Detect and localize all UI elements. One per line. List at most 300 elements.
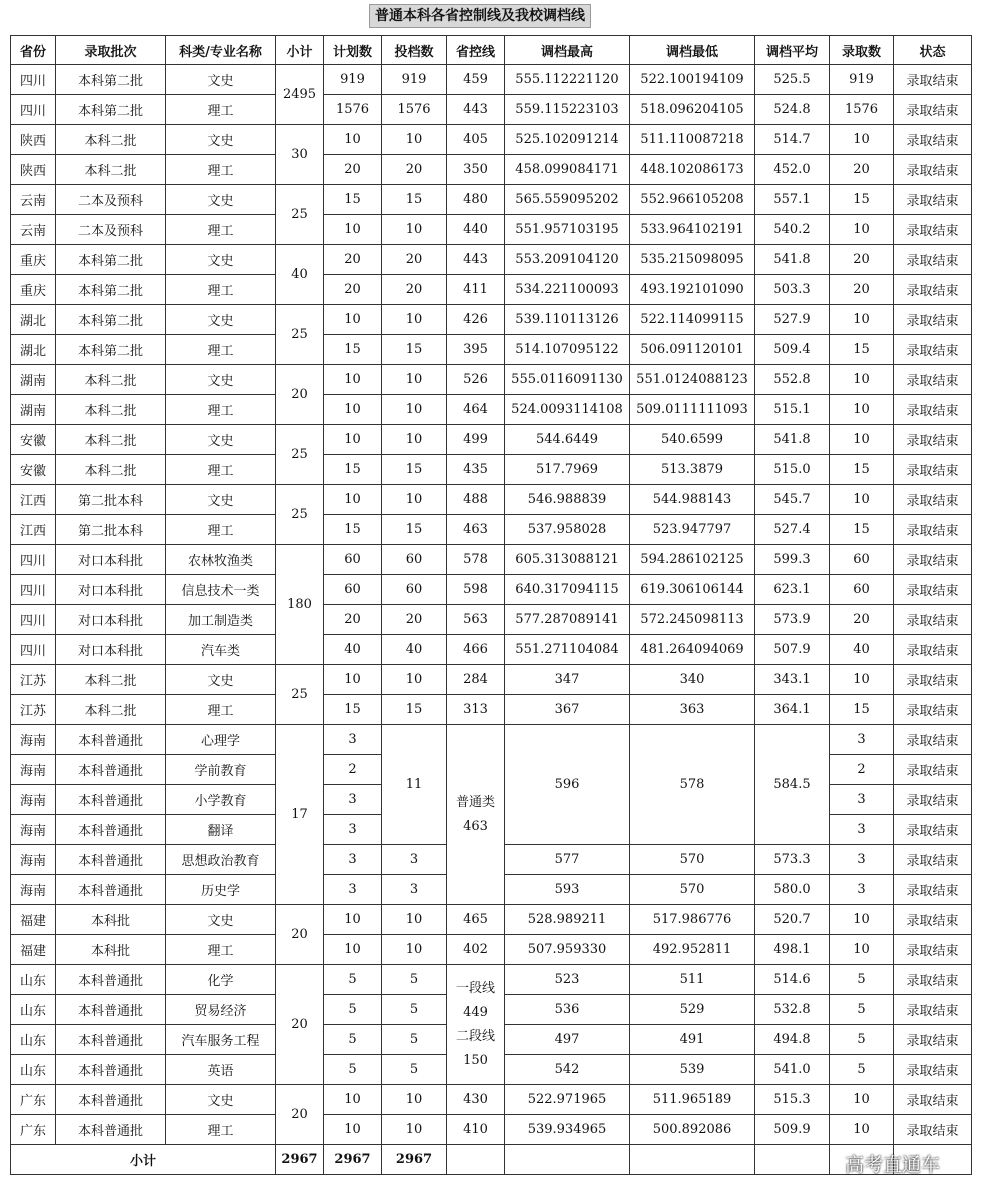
- subtotal-cell: 25: [276, 485, 324, 545]
- table-row: [11, 245, 972, 275]
- high-cell: 367: [505, 695, 630, 725]
- plan-cell: 5: [324, 965, 382, 995]
- high-cell: 517.7969: [505, 455, 630, 485]
- status-cell: 录取结束: [894, 275, 972, 305]
- batch-cell: 本科普通批: [56, 845, 166, 875]
- tou-cell: 10: [382, 905, 447, 935]
- plan-cell: 20: [324, 245, 382, 275]
- header-high: 调档最高: [505, 36, 630, 65]
- lu-cell: 5: [830, 995, 894, 1025]
- low-cell: 518.096204105: [630, 95, 755, 125]
- page-title: 普通本科各省控制线及我校调档线: [369, 4, 591, 28]
- major-cell: 文史: [166, 305, 276, 335]
- shengkong-cell: 443: [447, 245, 505, 275]
- tou-cell: 20: [382, 245, 447, 275]
- status-cell: 录取结束: [894, 935, 972, 965]
- plan-cell: 3: [324, 875, 382, 905]
- status-cell: 录取结束: [894, 785, 972, 815]
- high-cell: 596: [505, 725, 630, 845]
- tou-cell: 15: [382, 455, 447, 485]
- subtotal-cell: 25: [276, 305, 324, 365]
- high-cell: 577.287089141: [505, 605, 630, 635]
- high-cell: 551.957103195: [505, 215, 630, 245]
- shengkong-cell: 410: [447, 1115, 505, 1145]
- low-cell: 522.100194109: [630, 65, 755, 95]
- high-cell: 514.107095122: [505, 335, 630, 365]
- plan-cell: 10: [324, 485, 382, 515]
- low-cell: 493.192101090: [630, 275, 755, 305]
- high-cell: 522.971965: [505, 1085, 630, 1115]
- tou-cell: 20: [382, 155, 447, 185]
- low-cell: 492.952811: [630, 935, 755, 965]
- province-cell: 陕西: [11, 155, 56, 185]
- major-cell: 文史: [166, 665, 276, 695]
- plan-cell: 20: [324, 605, 382, 635]
- shengkong-cell: 284: [447, 665, 505, 695]
- major-cell: 理工: [166, 935, 276, 965]
- batch-cell: 本科普通批: [56, 1025, 166, 1055]
- subtotal-cell: 2495: [276, 65, 324, 125]
- batch-cell: 本科第二批: [56, 275, 166, 305]
- low-cell: 551.0124088123: [630, 365, 755, 395]
- major-cell: 翻译: [166, 815, 276, 845]
- batch-cell: 本科普通批: [56, 785, 166, 815]
- plan-cell: 10: [324, 1085, 382, 1115]
- total-label: 小计: [11, 1145, 276, 1175]
- province-cell: 山东: [11, 965, 56, 995]
- major-cell: 理工: [166, 1115, 276, 1145]
- plan-cell: 5: [324, 995, 382, 1025]
- low-cell: 539: [630, 1055, 755, 1085]
- province-cell: 江西: [11, 485, 56, 515]
- province-cell: 安徽: [11, 455, 56, 485]
- low-cell: 481.264094069: [630, 635, 755, 665]
- tou-cell: 60: [382, 545, 447, 575]
- low-cell: 535.215098095: [630, 245, 755, 275]
- low-cell: 448.102086173: [630, 155, 755, 185]
- low-cell: 570: [630, 845, 755, 875]
- high-cell: 525.102091214: [505, 125, 630, 155]
- avg-cell: 520.7: [755, 905, 830, 935]
- avg-cell: 580.0: [755, 875, 830, 905]
- plan-cell: 40: [324, 635, 382, 665]
- header-low: 调档最低: [630, 36, 755, 65]
- high-cell: 553.209104120: [505, 245, 630, 275]
- plan-cell: 15: [324, 455, 382, 485]
- tou-cell: 10: [382, 365, 447, 395]
- low-cell: 522.114099115: [630, 305, 755, 335]
- avg-cell: 507.9: [755, 635, 830, 665]
- batch-cell: 本科普通批: [56, 725, 166, 755]
- header-lu: 录取数: [830, 36, 894, 65]
- shengkong-cell: 313: [447, 695, 505, 725]
- avg-cell: 503.3: [755, 275, 830, 305]
- high-cell: 507.959330: [505, 935, 630, 965]
- low-cell: 511.965189: [630, 1085, 755, 1115]
- status-cell: 录取结束: [894, 575, 972, 605]
- plan-cell: 3: [324, 785, 382, 815]
- low-cell: 523.947797: [630, 515, 755, 545]
- major-cell: 信息技术一类: [166, 575, 276, 605]
- batch-cell: 二本及预科: [56, 215, 166, 245]
- batch-cell: 本科二批: [56, 155, 166, 185]
- major-cell: 理工: [166, 395, 276, 425]
- high-cell: 536: [505, 995, 630, 1025]
- province-cell: 重庆: [11, 245, 56, 275]
- tou-cell: 20: [382, 605, 447, 635]
- low-cell: 340: [630, 665, 755, 695]
- province-cell: 广东: [11, 1085, 56, 1115]
- high-cell: 555.0116091130: [505, 365, 630, 395]
- line2-label: 二段线: [455, 1028, 495, 1044]
- province-cell: 福建: [11, 935, 56, 965]
- province-cell: 山东: [11, 1025, 56, 1055]
- lu-cell: 10: [830, 425, 894, 455]
- batch-cell: 本科普通批: [56, 755, 166, 785]
- low-cell: 594.286102125: [630, 545, 755, 575]
- table-row: [11, 1085, 972, 1115]
- shengkong-cell: 480: [447, 185, 505, 215]
- major-cell: 理工: [166, 155, 276, 185]
- status-cell: 录取结束: [894, 305, 972, 335]
- major-cell: 化学: [166, 965, 276, 995]
- lu-cell: 10: [830, 365, 894, 395]
- status-cell: 录取结束: [894, 245, 972, 275]
- table-row: [11, 575, 972, 605]
- table-row: [11, 905, 972, 935]
- tou-cell: 5: [382, 1025, 447, 1055]
- tou-cell: 1576: [382, 95, 447, 125]
- total-empty-cell: [505, 1145, 630, 1175]
- batch-cell: 对口本科批: [56, 575, 166, 605]
- lu-cell: 20: [830, 245, 894, 275]
- avg-cell: 525.5: [755, 65, 830, 95]
- status-cell: 录取结束: [894, 755, 972, 785]
- watermark: 高考直通车: [845, 1154, 941, 1176]
- high-cell: 640.317094115: [505, 575, 630, 605]
- lu-cell: 10: [830, 935, 894, 965]
- avg-cell: 509.9: [755, 1115, 830, 1145]
- low-cell: 533.964102191: [630, 215, 755, 245]
- low-cell: 578: [630, 725, 755, 845]
- shengkong-cell: 405: [447, 125, 505, 155]
- lu-cell: 919: [830, 65, 894, 95]
- avg-cell: 515.1: [755, 395, 830, 425]
- subtotal-cell: 30: [276, 125, 324, 185]
- lu-cell: 20: [830, 275, 894, 305]
- line2-value: 150: [463, 1052, 488, 1068]
- header-shengkong: 省控线: [447, 36, 505, 65]
- shengkong-cell: 465: [447, 905, 505, 935]
- province-cell: 海南: [11, 785, 56, 815]
- lu-cell: 40: [830, 635, 894, 665]
- table-row: [11, 335, 972, 365]
- tou-cell: 15: [382, 515, 447, 545]
- batch-cell: 本科第二批: [56, 245, 166, 275]
- tou-cell: 15: [382, 335, 447, 365]
- shengkong-cell: 402: [447, 935, 505, 965]
- high-cell: 534.221100093: [505, 275, 630, 305]
- shengkong-cell: 466: [447, 635, 505, 665]
- tou-cell: 10: [382, 215, 447, 245]
- major-cell: 农林牧渔类: [166, 545, 276, 575]
- avg-cell: 515.3: [755, 1085, 830, 1115]
- total-tou: 2967: [382, 1145, 447, 1175]
- high-cell: 605.313088121: [505, 545, 630, 575]
- high-cell: 542: [505, 1055, 630, 1085]
- lu-cell: 10: [830, 485, 894, 515]
- plan-cell: 60: [324, 545, 382, 575]
- high-cell: 593: [505, 875, 630, 905]
- avg-cell: 573.9: [755, 605, 830, 635]
- batch-cell: 本科二批: [56, 365, 166, 395]
- plan-cell: 1576: [324, 95, 382, 125]
- plan-cell: 15: [324, 515, 382, 545]
- low-cell: 540.6599: [630, 425, 755, 455]
- batch-cell: 本科二批: [56, 455, 166, 485]
- lu-cell: 10: [830, 125, 894, 155]
- major-cell: 加工制造类: [166, 605, 276, 635]
- province-cell: 四川: [11, 545, 56, 575]
- major-cell: 学前教育: [166, 755, 276, 785]
- province-cell: 海南: [11, 755, 56, 785]
- status-cell: 录取结束: [894, 545, 972, 575]
- tou-cell: 10: [382, 485, 447, 515]
- shengkong-cell: 526: [447, 365, 505, 395]
- lu-cell: 3: [830, 725, 894, 755]
- status-cell: 录取结束: [894, 995, 972, 1025]
- tou-cell: 10: [382, 425, 447, 455]
- avg-cell: 541.0: [755, 1055, 830, 1085]
- batch-cell: 本科二批: [56, 425, 166, 455]
- total-plan: 2967: [324, 1145, 382, 1175]
- lu-cell: 3: [830, 875, 894, 905]
- shengkong-label: 普通类: [455, 794, 495, 810]
- high-cell: 497: [505, 1025, 630, 1055]
- plan-cell: 15: [324, 695, 382, 725]
- header-tou: 投档数: [382, 36, 447, 65]
- avg-cell: 514.7: [755, 125, 830, 155]
- plan-cell: 10: [324, 665, 382, 695]
- lu-cell: 15: [830, 185, 894, 215]
- high-cell: 528.989211: [505, 905, 630, 935]
- subtotal-cell: 20: [276, 365, 324, 425]
- low-cell: 509.0111111093: [630, 395, 755, 425]
- province-cell: 四川: [11, 575, 56, 605]
- shengkong-value: 463: [463, 818, 488, 834]
- high-cell: 551.271104084: [505, 635, 630, 665]
- status-cell: 录取结束: [894, 665, 972, 695]
- shengkong-cell: 395: [447, 335, 505, 365]
- major-cell: 文史: [166, 185, 276, 215]
- status-cell: 录取结束: [894, 335, 972, 365]
- lu-cell: 15: [830, 515, 894, 545]
- table-row: [11, 305, 972, 335]
- tou-cell: 5: [382, 995, 447, 1025]
- header-batch: 录取批次: [56, 36, 166, 65]
- province-cell: 四川: [11, 635, 56, 665]
- high-cell: 555.112221120: [505, 65, 630, 95]
- status-cell: 录取结束: [894, 485, 972, 515]
- province-cell: 广东: [11, 1115, 56, 1145]
- subtotal-cell: 25: [276, 425, 324, 485]
- lu-cell: 15: [830, 455, 894, 485]
- avg-cell: 552.8: [755, 365, 830, 395]
- province-cell: 湖北: [11, 335, 56, 365]
- plan-cell: 10: [324, 905, 382, 935]
- low-cell: 363: [630, 695, 755, 725]
- status-cell: 录取结束: [894, 1115, 972, 1145]
- province-cell: 四川: [11, 65, 56, 95]
- avg-cell: 532.8: [755, 995, 830, 1025]
- province-cell: 安徽: [11, 425, 56, 455]
- line1-value: 449: [463, 1004, 488, 1020]
- major-cell: 心理学: [166, 725, 276, 755]
- tou-cell: 10: [382, 395, 447, 425]
- avg-cell: 573.3: [755, 845, 830, 875]
- avg-cell: 557.1: [755, 185, 830, 215]
- header-province: 省份: [11, 36, 56, 65]
- high-cell: 546.988839: [505, 485, 630, 515]
- tou-cell: 10: [382, 1115, 447, 1145]
- plan-cell: 919: [324, 65, 382, 95]
- tou-cell: 10: [382, 1085, 447, 1115]
- header-major: 科类/专业名称: [166, 36, 276, 65]
- total-empty-cell: [447, 1145, 505, 1175]
- province-cell: 云南: [11, 215, 56, 245]
- batch-cell: 本科第二批: [56, 335, 166, 365]
- plan-cell: 10: [324, 365, 382, 395]
- table-row: [11, 695, 972, 725]
- table-row: [11, 95, 972, 125]
- total-empty-cell: [755, 1145, 830, 1175]
- avg-cell: 515.0: [755, 455, 830, 485]
- line1-label: 一段线: [455, 980, 495, 996]
- status-cell: 录取结束: [894, 125, 972, 155]
- batch-cell: 本科普通批: [56, 875, 166, 905]
- plan-cell: 10: [324, 395, 382, 425]
- status-cell: 录取结束: [894, 155, 972, 185]
- table-row: [11, 545, 972, 575]
- avg-cell: 541.8: [755, 425, 830, 455]
- batch-cell: 二本及预科: [56, 185, 166, 215]
- plan-cell: 3: [324, 845, 382, 875]
- major-cell: 贸易经济: [166, 995, 276, 1025]
- status-cell: 录取结束: [894, 395, 972, 425]
- major-cell: 理工: [166, 695, 276, 725]
- table-row: [11, 935, 972, 965]
- low-cell: 517.986776: [630, 905, 755, 935]
- table-row: [11, 215, 972, 245]
- table-row: [11, 605, 972, 635]
- lu-cell: 15: [830, 695, 894, 725]
- plan-cell: 10: [324, 425, 382, 455]
- plan-cell: 10: [324, 305, 382, 335]
- table-row-shandong: [11, 965, 972, 995]
- high-cell: 524.0093114108: [505, 395, 630, 425]
- header-status: 状态: [894, 36, 972, 65]
- plan-cell: 20: [324, 275, 382, 305]
- major-cell: 理工: [166, 335, 276, 365]
- batch-cell: 本科二批: [56, 665, 166, 695]
- shengkong-cell: 459: [447, 65, 505, 95]
- lu-cell: 3: [830, 845, 894, 875]
- low-cell: 529: [630, 995, 755, 1025]
- plan-cell: 20: [324, 155, 382, 185]
- avg-cell: 509.4: [755, 335, 830, 365]
- batch-cell: 本科二批: [56, 695, 166, 725]
- major-cell: 文史: [166, 365, 276, 395]
- lu-cell: 20: [830, 605, 894, 635]
- province-cell: 湖南: [11, 395, 56, 425]
- major-cell: 小学教育: [166, 785, 276, 815]
- lu-cell: 10: [830, 1115, 894, 1145]
- table-row: [11, 1115, 972, 1145]
- avg-cell: 545.7: [755, 485, 830, 515]
- status-cell: 录取结束: [894, 815, 972, 845]
- batch-cell: 本科第二批: [56, 65, 166, 95]
- avg-cell: 494.8: [755, 1025, 830, 1055]
- avg-cell: 599.3: [755, 545, 830, 575]
- low-cell: 491: [630, 1025, 755, 1055]
- status-cell: 录取结束: [894, 95, 972, 125]
- high-cell: 577: [505, 845, 630, 875]
- major-cell: 理工: [166, 275, 276, 305]
- major-cell: 文史: [166, 1085, 276, 1115]
- high-cell: 539.934965: [505, 1115, 630, 1145]
- status-cell: 录取结束: [894, 65, 972, 95]
- status-cell: 录取结束: [894, 845, 972, 875]
- lu-cell: 10: [830, 395, 894, 425]
- batch-cell: 对口本科批: [56, 545, 166, 575]
- avg-cell: 343.1: [755, 665, 830, 695]
- avg-cell: 584.5: [755, 725, 830, 845]
- province-cell: 海南: [11, 845, 56, 875]
- high-cell: 539.110113126: [505, 305, 630, 335]
- low-cell: 513.3879: [630, 455, 755, 485]
- province-cell: 湖北: [11, 305, 56, 335]
- shengkong-cell: 578: [447, 545, 505, 575]
- major-cell: 历史学: [166, 875, 276, 905]
- plan-cell: 2: [324, 755, 382, 785]
- subtotal-cell: 25: [276, 665, 324, 725]
- province-cell: 福建: [11, 905, 56, 935]
- status-cell: 录取结束: [894, 605, 972, 635]
- shengkong-cell: [447, 725, 505, 905]
- admission-table: [10, 35, 972, 1175]
- low-cell: 500.892086: [630, 1115, 755, 1145]
- low-cell: 544.988143: [630, 485, 755, 515]
- batch-cell: 对口本科批: [56, 635, 166, 665]
- table-row: [11, 185, 972, 215]
- plan-cell: 15: [324, 185, 382, 215]
- header-subtotal: 小计: [276, 36, 324, 65]
- province-cell: 山东: [11, 1055, 56, 1085]
- plan-cell: 10: [324, 935, 382, 965]
- batch-cell: 本科批: [56, 935, 166, 965]
- total-row: [11, 1145, 972, 1175]
- status-cell: 录取结束: [894, 425, 972, 455]
- low-cell: 511.110087218: [630, 125, 755, 155]
- status-cell: 录取结束: [894, 725, 972, 755]
- status-cell: 录取结束: [894, 1025, 972, 1055]
- plan-cell: 5: [324, 1025, 382, 1055]
- lu-cell: 5: [830, 965, 894, 995]
- lu-cell: 10: [830, 1085, 894, 1115]
- subtotal-cell: 20: [276, 905, 324, 965]
- shengkong-cell: 430: [447, 1085, 505, 1115]
- table-row: [11, 515, 972, 545]
